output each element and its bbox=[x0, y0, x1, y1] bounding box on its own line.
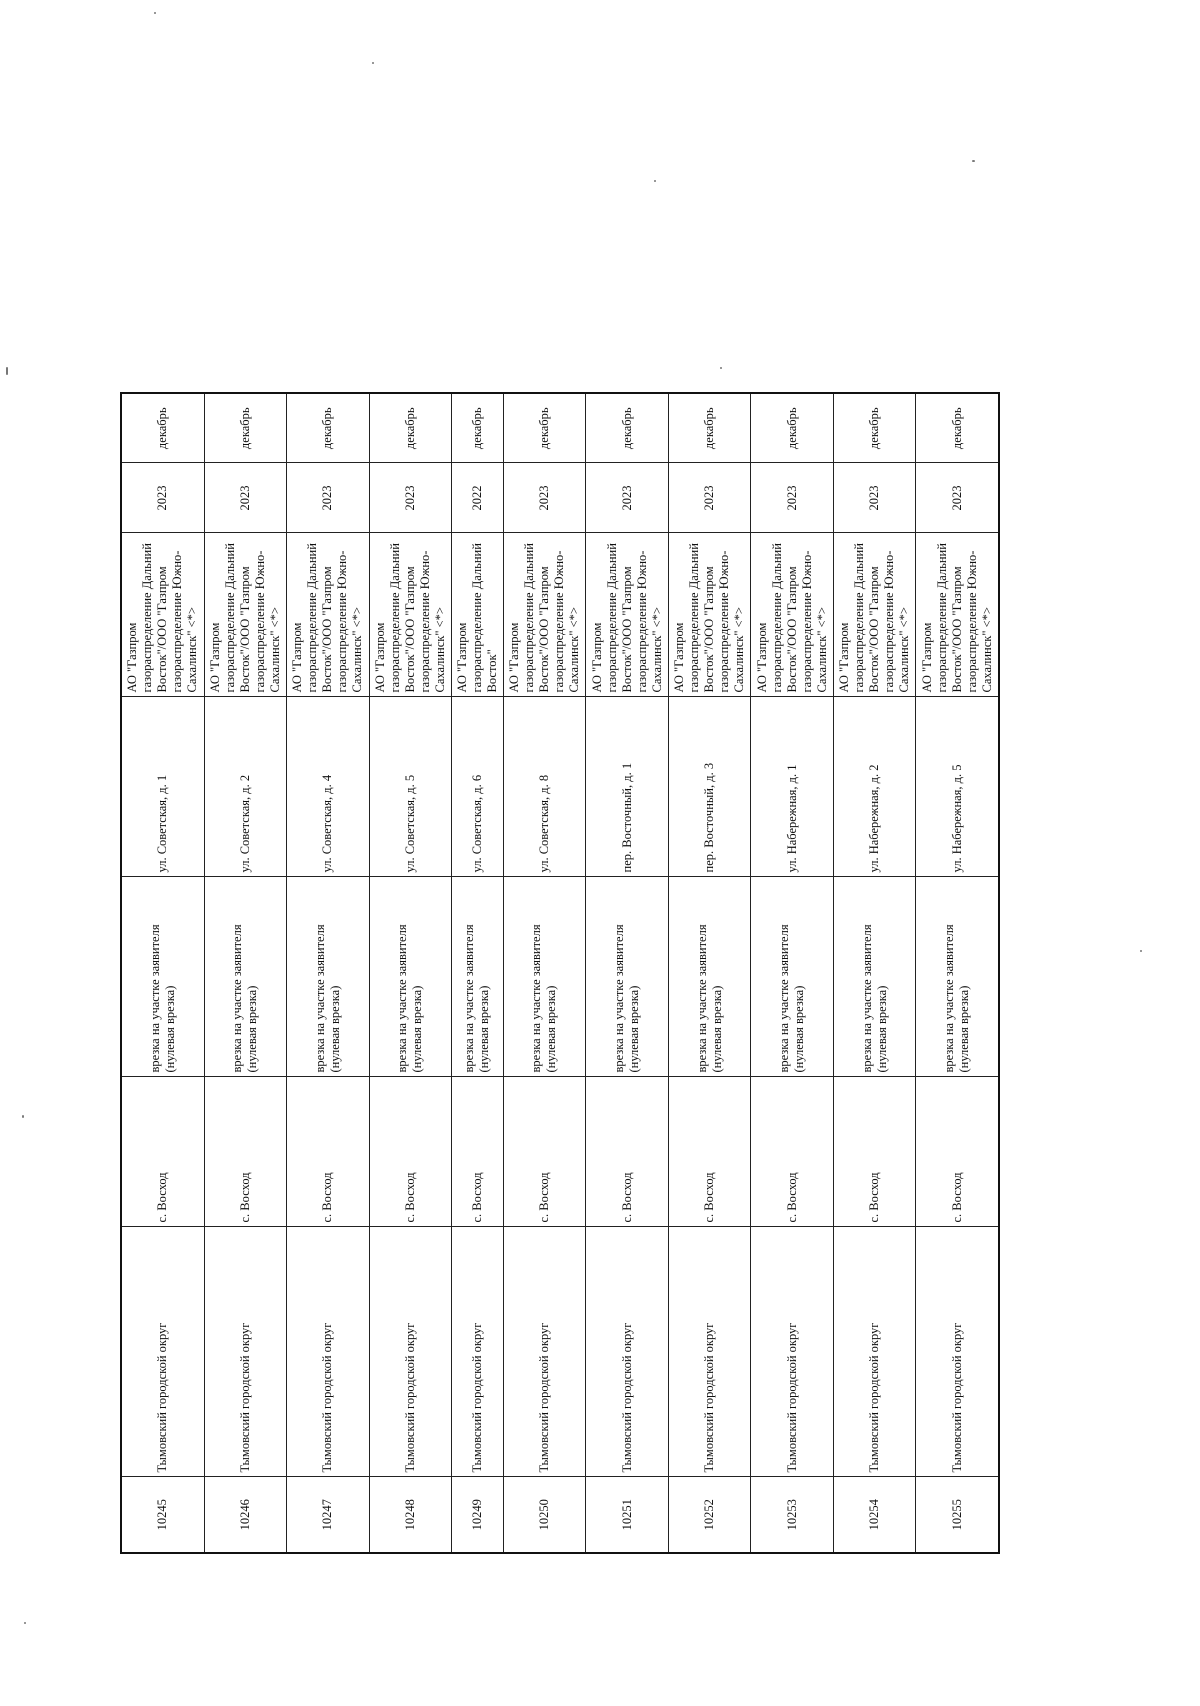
table-row bbox=[668, 393, 751, 1553]
table-row bbox=[204, 393, 287, 1553]
cell-district: Тымовский городской округ bbox=[586, 1227, 669, 1477]
cell-organization: АО "Газпром газораспределение Дальний Восток"/ООО "Газпром газораспределение Южно-Сахалинск" <*> bbox=[586, 533, 669, 697]
table-row bbox=[503, 393, 586, 1553]
table-row bbox=[452, 393, 504, 1553]
table-row bbox=[916, 393, 999, 1553]
table-row bbox=[369, 393, 452, 1553]
cell-number: 10252 bbox=[668, 1477, 751, 1553]
cell-number: 10251 bbox=[586, 1477, 669, 1553]
cell-district: Тымовский городской округ bbox=[503, 1227, 586, 1477]
cell-settlement: с. Восход bbox=[452, 1077, 504, 1227]
cell-year: 2023 bbox=[668, 463, 751, 533]
cell-settlement: с. Восход bbox=[121, 1077, 204, 1227]
cell-month: декабрь bbox=[668, 393, 751, 463]
cell-district: Тымовский городской округ bbox=[121, 1227, 204, 1477]
cell-year: 2023 bbox=[204, 463, 287, 533]
rotated-table-wrapper bbox=[120, 394, 1000, 1554]
cell-organization: АО "Газпром газораспределение Дальний Восток"/ООО "Газпром газораспределение Южно-Сахалинск" <*> bbox=[668, 533, 751, 697]
cell-settlement: с. Восход bbox=[204, 1077, 287, 1227]
cell-address: ул. Советская, д. 5 bbox=[369, 697, 452, 877]
cell-address: ул. Набережная, д. 2 bbox=[833, 697, 916, 877]
cell-number: 10246 bbox=[204, 1477, 287, 1553]
cell-work-type: врезка на участке заявителя (нулевая врезка) bbox=[121, 877, 204, 1077]
scan-speck bbox=[6, 367, 8, 375]
cell-address: ул. Набережная, д. 5 bbox=[916, 697, 999, 877]
cell-organization: АО "Газпром газораспределение Дальний Восток"/ООО "Газпром газораспределение Южно-Сахалинск" <*> bbox=[369, 533, 452, 697]
cell-address: ул. Советская, д. 2 bbox=[204, 697, 287, 877]
table-body bbox=[121, 393, 999, 1553]
cell-month: декабрь bbox=[369, 393, 452, 463]
scan-speck bbox=[372, 62, 374, 64]
cell-organization: АО "Газпром газораспределение Дальний Восток"/ООО "Газпром газораспределение Южно-Сахалинск" <*> bbox=[503, 533, 586, 697]
cell-district: Тымовский городской округ bbox=[668, 1227, 751, 1477]
cell-address: ул. Советская, д. 4 bbox=[287, 697, 370, 877]
cell-work-type: врезка на участке заявителя (нулевая врезка) bbox=[916, 877, 999, 1077]
register-table bbox=[120, 392, 1000, 1554]
cell-settlement: с. Восход bbox=[287, 1077, 370, 1227]
cell-month: декабрь bbox=[287, 393, 370, 463]
cell-work-type: врезка на участке заявителя (нулевая врезка) bbox=[751, 877, 834, 1077]
cell-settlement: с. Восход bbox=[668, 1077, 751, 1227]
cell-number: 10250 bbox=[503, 1477, 586, 1553]
cell-year: 2023 bbox=[833, 463, 916, 533]
cell-work-type: врезка на участке заявителя (нулевая врезка) bbox=[369, 877, 452, 1077]
scan-speck bbox=[154, 12, 156, 14]
cell-address: ул. Советская, д. 8 bbox=[503, 697, 586, 877]
cell-district: Тымовский городской округ bbox=[452, 1227, 504, 1477]
table-row bbox=[751, 393, 834, 1553]
cell-address: ул. Советская, д. 6 bbox=[452, 697, 504, 877]
cell-number: 10248 bbox=[369, 1477, 452, 1553]
cell-address: пер. Восточный, д. 1 bbox=[586, 697, 669, 877]
cell-organization: АО "Газпром газораспределение Дальний Восток"/ООО "Газпром газораспределение Южно-Сахалинск" <*> bbox=[287, 533, 370, 697]
cell-organization: АО "Газпром газораспределение Дальний Восток" bbox=[452, 533, 504, 697]
cell-number: 10255 bbox=[916, 1477, 999, 1553]
cell-work-type: врезка на участке заявителя (нулевая врезка) bbox=[204, 877, 287, 1077]
table-row bbox=[586, 393, 669, 1553]
cell-month: декабрь bbox=[503, 393, 586, 463]
cell-year: 2023 bbox=[586, 463, 669, 533]
cell-work-type: врезка на участке заявителя (нулевая врезка) bbox=[833, 877, 916, 1077]
cell-district: Тымовский городской округ bbox=[369, 1227, 452, 1477]
cell-district: Тымовский городской округ bbox=[287, 1227, 370, 1477]
cell-settlement: с. Восход bbox=[503, 1077, 586, 1227]
table-row bbox=[121, 393, 204, 1553]
cell-number: 10254 bbox=[833, 1477, 916, 1553]
cell-month: декабрь bbox=[204, 393, 287, 463]
cell-address: ул. Советская, д. 1 bbox=[121, 697, 204, 877]
scan-speck bbox=[654, 180, 656, 182]
cell-month: декабрь bbox=[452, 393, 504, 463]
cell-settlement: с. Восход bbox=[916, 1077, 999, 1227]
cell-organization: АО "Газпром газораспределение Дальний Восток"/ООО "Газпром газораспределение Южно-Сахалинск" <*> bbox=[204, 533, 287, 697]
cell-settlement: с. Восход bbox=[586, 1077, 669, 1227]
cell-number: 10253 bbox=[751, 1477, 834, 1553]
cell-work-type: врезка на участке заявителя (нулевая врезка) bbox=[586, 877, 669, 1077]
cell-settlement: с. Восход bbox=[833, 1077, 916, 1227]
cell-number: 10249 bbox=[452, 1477, 504, 1553]
cell-year: 2023 bbox=[369, 463, 452, 533]
cell-settlement: с. Восход bbox=[751, 1077, 834, 1227]
scan-speck bbox=[1140, 950, 1142, 952]
cell-year: 2023 bbox=[916, 463, 999, 533]
cell-address: пер. Восточный, д. 3 bbox=[668, 697, 751, 877]
cell-district: Тымовский городской округ bbox=[204, 1227, 287, 1477]
cell-district: Тымовский городской округ bbox=[833, 1227, 916, 1477]
cell-work-type: врезка на участке заявителя (нулевая врезка) bbox=[503, 877, 586, 1077]
cell-number: 10247 bbox=[287, 1477, 370, 1553]
scan-speck bbox=[24, 1622, 26, 1624]
cell-year: 2022 bbox=[452, 463, 504, 533]
cell-month: декабрь bbox=[751, 393, 834, 463]
cell-work-type: врезка на участке заявителя (нулевая врезка) bbox=[668, 877, 751, 1077]
scan-speck bbox=[972, 160, 975, 162]
table-row bbox=[833, 393, 916, 1553]
cell-settlement: с. Восход bbox=[369, 1077, 452, 1227]
cell-organization: АО "Газпром газораспределение Дальний Восток"/ООО "Газпром газораспределение Южно-Сахалинск" <*> bbox=[833, 533, 916, 697]
cell-organization: АО "Газпром газораспределение Дальний Восток"/ООО "Газпром газораспределение Южно-Сахалинск" <*> bbox=[916, 533, 999, 697]
cell-month: декабрь bbox=[916, 393, 999, 463]
cell-work-type: врезка на участке заявителя (нулевая врезка) bbox=[287, 877, 370, 1077]
cell-month: декабрь bbox=[121, 393, 204, 463]
scan-speck bbox=[22, 1115, 24, 1118]
cell-organization: АО "Газпром газораспределение Дальний Восток"/ООО "Газпром газораспределение Южно-Сахалинск" <*> bbox=[751, 533, 834, 697]
cell-year: 2023 bbox=[287, 463, 370, 533]
cell-year: 2023 bbox=[503, 463, 586, 533]
scan-speck bbox=[720, 367, 722, 369]
cell-number: 10245 bbox=[121, 1477, 204, 1553]
cell-organization: АО "Газпром газораспределение Дальний Восток"/ООО "Газпром газораспределение Южно-Сахалинск" <*> bbox=[121, 533, 204, 697]
cell-year: 2023 bbox=[121, 463, 204, 533]
cell-district: Тымовский городской округ bbox=[751, 1227, 834, 1477]
cell-district: Тымовский городской округ bbox=[916, 1227, 999, 1477]
cell-work-type: врезка на участке заявителя (нулевая врезка) bbox=[452, 877, 504, 1077]
cell-month: декабрь bbox=[586, 393, 669, 463]
cell-month: декабрь bbox=[833, 393, 916, 463]
cell-year: 2023 bbox=[751, 463, 834, 533]
table-row bbox=[287, 393, 370, 1553]
cell-address: ул. Набережная, д. 1 bbox=[751, 697, 834, 877]
